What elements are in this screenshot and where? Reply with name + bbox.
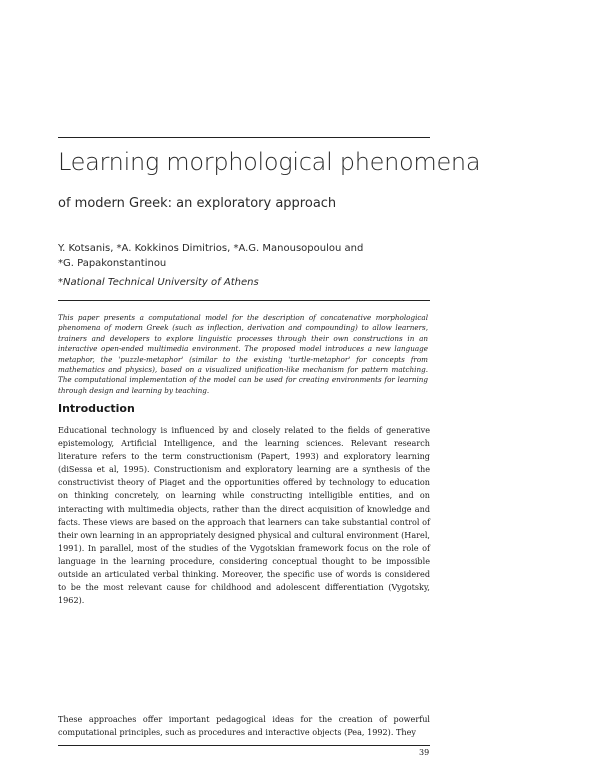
bottom-rule — [58, 745, 430, 746]
top-rule — [58, 137, 430, 138]
abstract-top-rule — [58, 300, 430, 301]
author-list: Y. Kotsanis, *A. Kokkinos Dimitrios, *A.G. Manousopoulou and *G. Papakonstantinou — [58, 243, 364, 269]
introduction-paragraph-1: Educational technology is influenced by and closely related to the fields of generative epistemology, Artificial Intelligence, and the learning sciences. Relevant research literature refers to the term constructionism (Papert, 1993) and exploratory learning (diSessa et al, 1995). Constructionism and exploratory learning are a synthesis of the constructivist theory of Piaget and the opportunities offered by technology to education on thinking concretely, on learning while constructing intelligible entities, and on interacting with multimedia objects, rather than the direct acquisition of knowledge and facts. These views are based on the approach that learners can take substantial control of their own learning in an appropriately designed physical and cultural environment (Harel, 1991). In parallel, most of the studies of the Vygotskian framework focus on the role of language in the learning procedure, considering conceptual thought to be impossible outside an articulated verbal thinking. Moreover, the specific use of words is considered to be the most relevant cause for childhood and adolescent differentiation (Vygotsky, 1962). — [58, 425, 430, 606]
page-number: 39 — [419, 748, 430, 757]
affiliation: *National Technical University of Athens — [58, 277, 259, 288]
paper-subtitle: of modern Greek: an exploratory approach — [58, 196, 337, 211]
abstract: This paper presents a computational model for the description of concatenative morphological phenomena of modern Greek (such as inflection, derivation and compounding) to allow learners, trainers and developers to explore linguistic processes through their own constructions in an interactive open-ended multimedia environment. The proposed model introduces a new language metaphor, the 'puzzle-metaphor' (similar to the existing 'turtle-metaphor' for concepts from mathematics and physics), based on a visualized unification-like mechanism for pattern matching. The computational implementation of the model can be used for creating environments for learning through design and learning by teaching. — [58, 313, 428, 395]
section-heading-introduction: Introduction — [58, 402, 135, 415]
introduction-paragraph-2: These approaches offer important pedagogical ideas for the creation of powerful computational principles, such as procedures and interactive objects (Pea, 1992). They — [58, 714, 430, 738]
paper-title: Learning morphological phenomena — [58, 148, 481, 176]
